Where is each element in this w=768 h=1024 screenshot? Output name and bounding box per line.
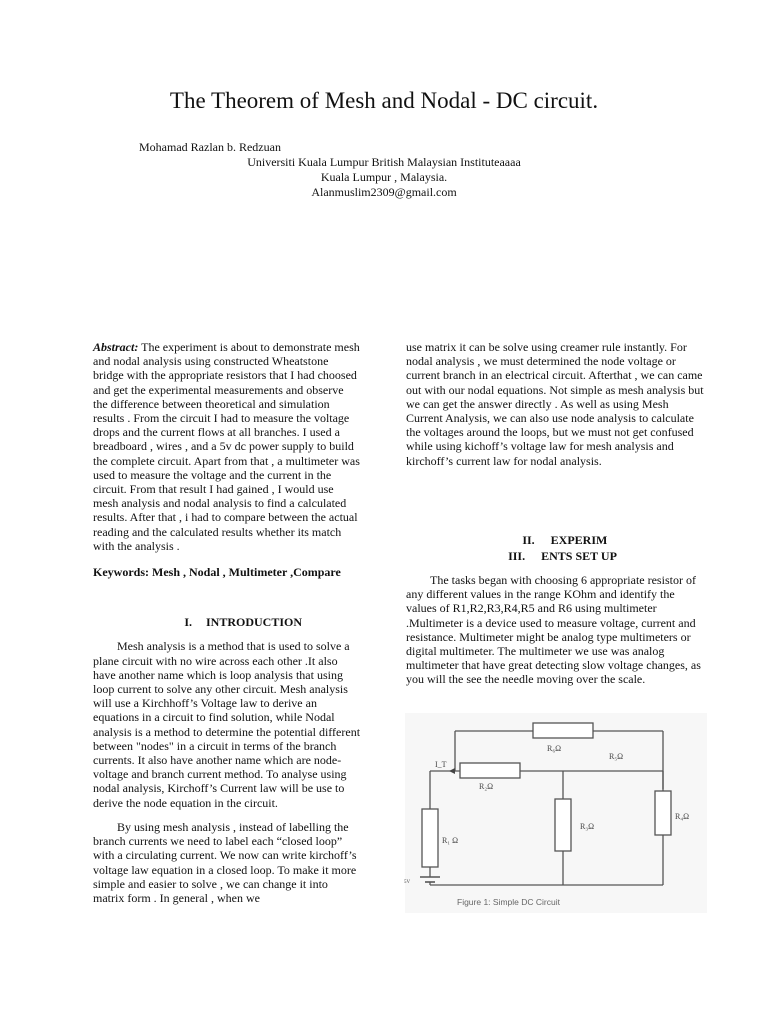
section-number: I. xyxy=(184,615,192,630)
right-column-experiment xyxy=(406,573,706,687)
resistor-r2 xyxy=(460,763,520,778)
circuit-diagram xyxy=(405,713,707,913)
right-column-top xyxy=(406,340,706,468)
affiliation-institute: Universiti Kuala Lumpur British Malaysian Instituteaaaa xyxy=(247,155,521,169)
label-it: I_T xyxy=(435,760,447,769)
label-r2: R₂Ω xyxy=(479,782,494,791)
section-title: ENTS SET UP xyxy=(541,549,617,563)
intro-paragraph-1: Mesh analysis is a method that is used to solve a plane circuit with no wire across each other .It also have another name which is loop analysis that using loop current to solve any other circuit. Mesh analysis will use a Kirchhoff’s Voltage law to derive an equations in a circuit to find solution, while Nodal analysis is a method to determine the potential different between "nodes" in a circuit in terms of the branch currents. It also have another name which are node-voltage and branch current method. To analyse using nodal analysis, Kirchoff’s Current law will be use to derive the node equation in the circuit. xyxy=(93,639,361,810)
affiliation-email: Alanmuslim2309@gmail.com xyxy=(311,185,457,199)
abstract-label: Abstract: xyxy=(93,340,139,354)
label-r3: R₃Ω xyxy=(580,822,595,831)
current-arrow xyxy=(449,768,455,774)
resistor-r4 xyxy=(655,791,671,835)
experiment-headings xyxy=(406,532,706,564)
section-heading-2 xyxy=(406,532,706,548)
resistor-r1 xyxy=(422,809,438,867)
section-number: III. xyxy=(508,549,526,563)
label-r5: R₅Ω xyxy=(609,752,624,761)
section-heading-introduction xyxy=(93,615,361,629)
section-title: INTRODUCTION xyxy=(205,615,302,630)
abstract-text: The experiment is about to demonstrate mesh and nodal analysis using constructed Wheatstone bridge with the appropriate resistors that I had choosed and get the experimental measurements and observe the difference between theoretical and simulation results . From the circuit I had to measure the voltage drops and the current flows at all branches. I used a breadboard , wires , and a 5v dc power supply to build the complete circuit. Apart from that , a multimeter was used to measure the voltage and the current in the circuit. From that result I had gained , I would use mesh analysis and nodal analysis to find a calculated results. After that , i had to compare between the actual reading and the calculated results whether its match with the analysis . xyxy=(93,340,360,553)
abstract xyxy=(93,340,361,553)
keywords: Keywords: Mesh , Nodal , Multimeter ,Compare xyxy=(93,565,341,580)
left-column xyxy=(93,340,361,905)
intro-paragraph-2: By using mesh analysis , instead of labelling the branch currents we need to label each “closed loop” with a circulating current. We now can write kirchoff’s voltage law equation in a closed loop. To make it more simple and easier to solve , we can change it into matrix form . In general , when we xyxy=(93,819,357,905)
circuit-figure xyxy=(405,713,707,913)
figure-caption: Figure 1: Simple DC Circuit xyxy=(457,897,560,907)
section-number: II. xyxy=(522,533,535,547)
resistor-r6 xyxy=(533,723,593,738)
intro-paragraph-continued: use matrix it can be solve using creamer rule instantly. For nodal analysis , we must determined the node voltage or current branch in an electrical circuit. Afterthat , we can came out with our nodal equations. Not simple as mesh analysis but we can get the answer directly . As well as using Mesh Current Analysis, we can also use node analysis to calculate the voltages around the loops, but we must not get confused while using kichoff’s voltage law for mesh analysis and kirchoff’s current law for nodal analysis. xyxy=(406,340,704,468)
paper-title: The Theorem of Mesh and Nodal - DC circuit. xyxy=(169,88,599,113)
section-title: EXPERIM xyxy=(550,533,608,547)
author-name: Mohamad Razlan b. Redzuan xyxy=(139,140,281,154)
resistor-r3 xyxy=(555,799,571,851)
experiment-paragraph: The tasks began with choosing 6 appropriate resistor of any different values in the range KOhm and identify the values of R1,R2,R3,R4,R5 and R6 using multimeter .Multimeter is a device used to measure voltage, current and resistance. Multimeter might be analog type multimeters or digital multimeter. The multimeter we use was analog multimeter that have great detecting slow voltage changes, as you will the see the needle moving over the scale. xyxy=(406,573,701,687)
label-r1: R₁ Ω xyxy=(442,836,459,845)
label-r6: R₆Ω xyxy=(547,744,562,753)
label-source: 5V xyxy=(404,880,411,885)
affiliation-city: Kuala Lumpur , Malaysia. xyxy=(320,170,448,184)
author-affiliation xyxy=(234,155,534,200)
label-r4: R₄Ω xyxy=(675,812,690,821)
section-heading-3 xyxy=(406,548,706,564)
